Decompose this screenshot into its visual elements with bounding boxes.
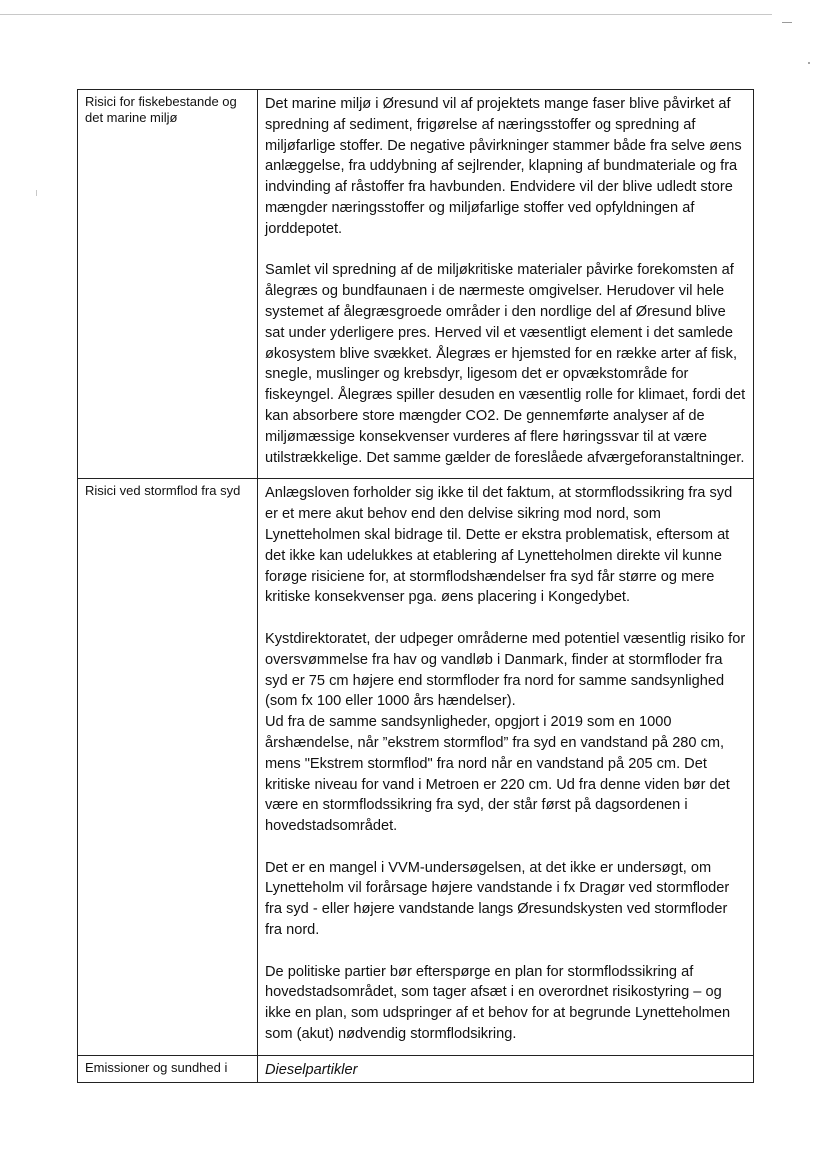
topic-cell [78,1055,258,1082]
body-cell [258,479,754,1056]
topic-label: Emissioner og sundhed i [85,1059,228,1075]
table-row-fish-marine [78,90,754,479]
table-row-emissions-health [78,1055,754,1082]
body-cell [258,90,754,479]
topic-cell [78,90,258,479]
body-paragraph: De politiske partier bør efterspørge en plan for stormflodssikring af hovedstadsområdet, som tager afsæt i en overordnet risikostyring – og ikke en plan, som udspringer af et behov for at begrunde Lynetteholmen som (akut) nødvendig stormflodsikring. [265,963,731,1043]
body-paragraph: Anlægsloven forholder sig ikke til det faktum, at stormflodssikring fra syd er et mere akut behov end den delvise sikring mod nord, som Lynetteholmen skal bidrage til. Dette er ekstra problematisk, eftersom at det ikke kan udelukkes at etablering af Lynetteholmen direkte vil kunne forøge risiciene for, at stormflodshændelser fra syd får større og mere kritiske konsekvenser pga. øens placering i Kongedybet. [265,485,733,606]
body-paragraph: Samlet vil spredning af de miljøkritiske materialer påvirke forekomsten af ålegræs og bundfaunaen i de nærmeste omgivelser. Herudover vil hele systemet af ålegræsgroede områder i den nordlige del af Øresund blive sat under yderligere pres. Herved vil et væsentligt element i det samlede økosystem blive svækket. Ålegræs er hjemsted for en række arter af fisk, snegle, muslinger og krebsdyr, ligesom det er opvækstområde for fiskeyngel. Ålegræs spiller desuden en væsentlig rolle for klimaet, fordi det kan absorbere store mængder CO2. De gennemførte analyser af de miljømæssige konsekvenser vurderes af flere høringssvar til at være utilstrækkelige. Det samme gælder de foreslåede afværgeforanstaltninger. [265,262,746,466]
topic-label: Risici ved stormflod fra syd [85,483,241,499]
scan-corner-mark [782,22,792,23]
scan-margin-tick [36,190,37,196]
table-row-storm-surge-south [78,479,754,1056]
body-paragraph: Det marine miljø i Øresund vil af projektets mange faser blive påvirket af spredning af sediment, frigørelse af næringsstoffer og spredning af miljøfarlige stoffer. De negative påvirkninger stammer både fra selve øens anlæggelse, fra uddybning af sejlrender, klapning af bundmateriale og fra indvinding af råstoffer fra havbunden. Endvidere vil der blive udledt store mængder næringsstoffer og miljøfarlige stoffer ved opfyldningen af jorddepotet. [265,96,742,237]
topic-cell [78,479,258,1056]
scan-speck [808,62,810,64]
scan-top-rule [0,14,772,15]
topic-label: Risici for fiskebestande og det marine miljø [85,94,237,125]
consultation-table [77,89,754,1083]
body-paragraph: Kystdirektoratet, der udpeger områderne med potentiel væsentlig risiko for oversvømmelse fra hav og vandløb i Danmark, finder at stormfloder fra syd er 75 cm højere end stormfloder fra nord for samme sandsynlighed (som fx 100 eller 1000 års hændelser). Ud fra de samme sandsynligheder, opgjort i 2019 som en 1000 årshændelse, når ”ekstrem stormflod” fra syd en vandstand på 280 cm, mens "Ekstrem stormflod" fra nord når en vandstand på 205 cm. Det kritiske niveau for vand i Metroen er 220 cm. Ud fra denne viden bør det være en stormflodssikring fra syd, der står først på dagsordenen i hovedstadsområdet. [265,630,746,835]
body-cell [258,1055,754,1082]
body-paragraph: Det er en mangel i VVM-undersøgelsen, at det ikke er undersøgt, om Lynetteholm vil forårsage højere vandstande i fx Dragør ved stormfloder fra syd - eller højere vandstande langs Øresundskysten ved stormfloder fra nord. [265,859,730,939]
body-subheading: Dieselpartikler [265,1061,358,1078]
